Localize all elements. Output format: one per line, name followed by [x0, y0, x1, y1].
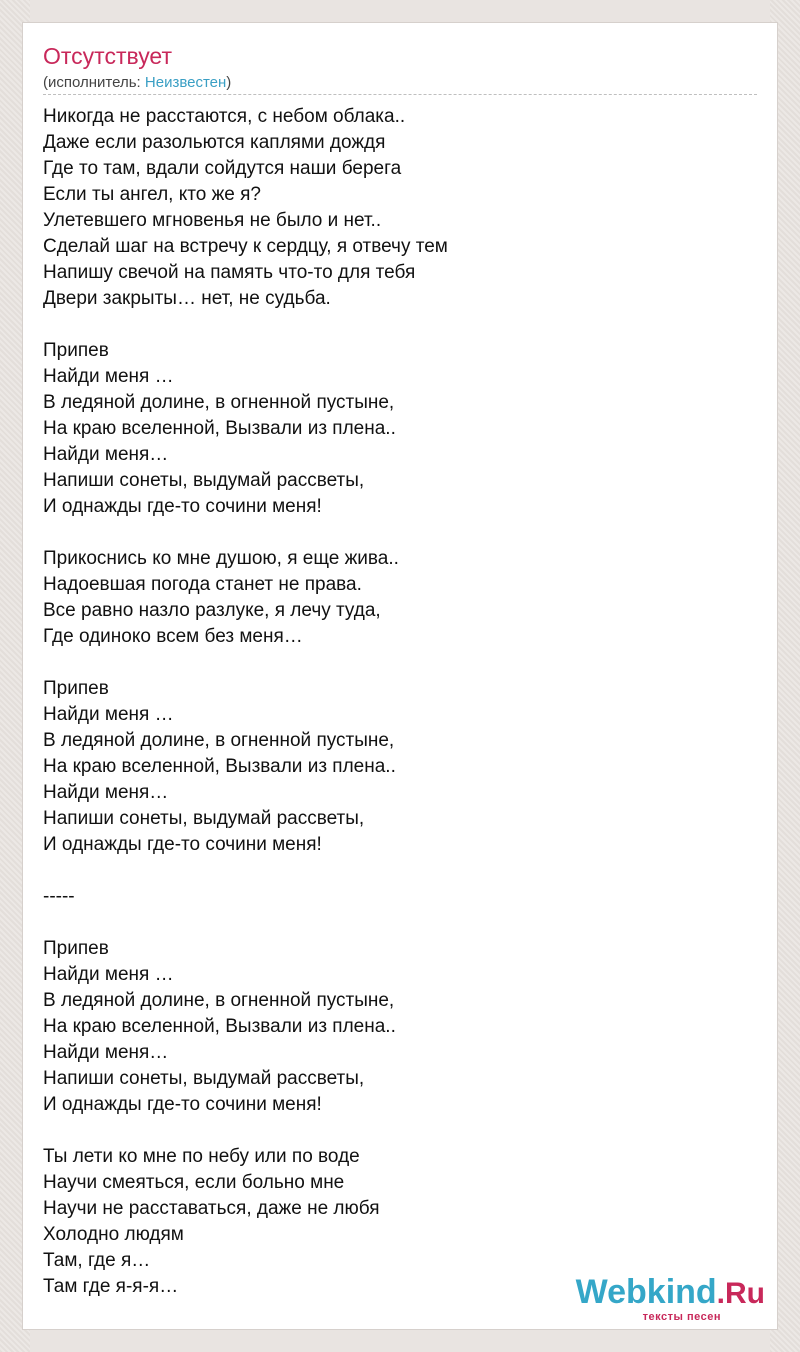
- lyric-line: Научи не расставаться, даже не любя: [43, 1198, 380, 1219]
- lyric-line: [43, 910, 743, 936]
- lyric-line: В ледяной долине, в огненной пустыне,: [43, 730, 395, 751]
- artist-suffix: ): [226, 74, 232, 91]
- lyric-line: Напиши сонеты, выдумай рассветы,: [43, 470, 365, 491]
- lyric-line: В ледяной долине, в огненной пустыне,: [43, 990, 395, 1011]
- lyric-line: Если ты ангел, кто же я?: [43, 184, 261, 205]
- lyric-line: Ты лети ко мне по небу или по воде: [43, 1146, 360, 1167]
- lyric-line: В ледяной долине, в огненной пустыне,: [43, 392, 395, 413]
- lyric-line: Найди меня …: [43, 366, 174, 387]
- lyric-line: Найди меня …: [43, 704, 174, 725]
- lyrics-text: [43, 104, 743, 1300]
- lyric-line: И однажды где-то сочини меня!: [43, 834, 322, 855]
- lyric-line: Найди меня …: [43, 964, 174, 985]
- lyric-line: Там, где я…: [43, 1250, 151, 1271]
- artist-prefix: (исполнитель:: [43, 74, 141, 91]
- lyrics-card: [22, 22, 778, 1330]
- lyric-line: Найди меня…: [43, 1042, 169, 1063]
- lyric-line: Напишу свечой на память что-то для тебя: [43, 262, 416, 283]
- lyric-line: И однажды где-то сочини меня!: [43, 1094, 322, 1115]
- lyric-line: [43, 1118, 743, 1144]
- lyric-line: Никогда не расстаются, с небом облака..: [43, 106, 406, 127]
- lyric-line: [43, 650, 743, 676]
- lyric-line: И однажды где-то сочини меня!: [43, 496, 322, 517]
- lyric-line: Сделай шаг на встречу к сердцу, я отвечу тем: [43, 236, 448, 257]
- lyric-line: Где то там, вдали сойдутся наши берега: [43, 158, 402, 179]
- lyric-line: [43, 520, 743, 546]
- lyric-line: Напиши сонеты, выдумай рассветы,: [43, 1068, 365, 1089]
- logo-tagline: тексты песен: [642, 1311, 721, 1323]
- lyric-line: Все равно назло разлуке, я лечу туда,: [43, 600, 381, 621]
- song-title: Отсутствует: [43, 43, 172, 69]
- lyric-line: Прикоснись ко мне душою, я еще жива..: [43, 548, 399, 569]
- lyric-line: Холодно людям: [43, 1224, 184, 1245]
- lyric-line: [43, 312, 743, 338]
- webkind-logo[interactable]: [565, 1273, 765, 1325]
- lyric-line: -----: [43, 886, 75, 907]
- lyric-line: Надоевшая погода станет не права.: [43, 574, 362, 595]
- lyric-line: Научи смеяться, если больно мне: [43, 1172, 345, 1193]
- lyric-line: Припев: [43, 340, 109, 361]
- logo-main: Webkind: [575, 1273, 717, 1311]
- lyric-line: Там где я-я-я…: [43, 1276, 179, 1297]
- lyric-line: Найди меня…: [43, 782, 169, 803]
- lyric-line: На краю вселенной, Вызвали из плена..: [43, 418, 396, 439]
- lyric-line: Напиши сонеты, выдумай рассветы,: [43, 808, 365, 829]
- lyric-line: Двери закрыты… нет, не судьба.: [43, 288, 331, 309]
- lyric-line: Найди меня…: [43, 444, 169, 465]
- lyric-line: Улетевшего мгновенья не было и нет..: [43, 210, 382, 231]
- lyric-line: На краю вселенной, Вызвали из плена..: [43, 756, 396, 777]
- lyric-line: Припев: [43, 938, 109, 959]
- title-divider: [43, 94, 757, 95]
- logo-tld: .Ru: [716, 1277, 765, 1310]
- artist-line: [43, 74, 231, 91]
- lyric-line: Даже если разольются каплями дождя: [43, 132, 386, 153]
- lyric-line: [43, 858, 743, 884]
- lyric-line: Припев: [43, 678, 109, 699]
- artist-name-link[interactable]: Неизвестен: [144, 74, 227, 91]
- lyric-line: На краю вселенной, Вызвали из плена..: [43, 1016, 396, 1037]
- lyric-line: Где одиноко всем без меня…: [43, 626, 303, 647]
